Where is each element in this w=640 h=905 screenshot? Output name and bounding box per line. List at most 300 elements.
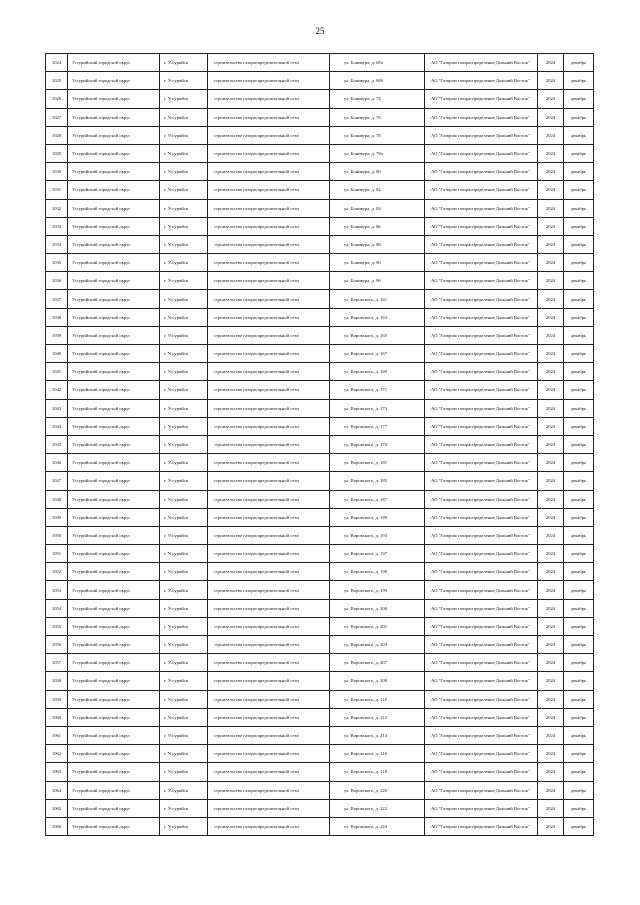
table-row <box>46 545 594 563</box>
table-row <box>46 490 594 508</box>
settlement-cell: г. Уссурийск <box>160 690 208 708</box>
address-cell: ул. Воровского, д. 224 <box>330 817 425 835</box>
row-number-cell: 1033 <box>46 217 68 235</box>
year-cell: 2024 <box>538 217 564 235</box>
month-cell: декабрь <box>564 417 594 435</box>
settlement-cell: г. Уссурийск <box>160 199 208 217</box>
address-cell: ул. Воровского, д. 163 <box>330 308 425 326</box>
organization-cell: АО "Газпром газораспределение Дальний Восток" <box>425 672 538 690</box>
year-cell: 2024 <box>538 290 564 308</box>
settlement-cell: г. Уссурийск <box>160 435 208 453</box>
organization-cell: АО "Газпром газораспределение Дальний Восток" <box>425 508 538 526</box>
work-type-cell: строительство газораспределительной сети <box>208 745 330 763</box>
month-cell: декабрь <box>564 126 594 144</box>
municipality-cell: Уссурийский городской округ <box>68 199 160 217</box>
year-cell: 2024 <box>538 490 564 508</box>
work-type-cell: строительство газораспределительной сети <box>208 272 330 290</box>
row-number-cell: 1060 <box>46 708 68 726</box>
organization-cell: АО "Газпром газораспределение Дальний Восток" <box>425 54 538 72</box>
settlement-cell: г. Уссурийск <box>160 726 208 744</box>
address-cell: ул. Воровского, д. 169 <box>330 363 425 381</box>
municipality-cell: Уссурийский городской округ <box>68 472 160 490</box>
row-number-cell: 1028 <box>46 126 68 144</box>
address-cell: ул. Воровского, д. 185 <box>330 472 425 490</box>
settlement-cell: г. Уссурийск <box>160 472 208 490</box>
organization-cell: АО "Газпром газораспределение Дальний Восток" <box>425 708 538 726</box>
organization-cell: АО "Газпром газораспределение Дальний Восток" <box>425 326 538 344</box>
settlement-cell: г. Уссурийск <box>160 126 208 144</box>
month-cell: декабрь <box>564 726 594 744</box>
month-cell: декабрь <box>564 581 594 599</box>
row-number-cell: 1046 <box>46 454 68 472</box>
address-cell: ул. Бонивура, д. 76 <box>330 108 425 126</box>
table-row <box>46 599 594 617</box>
municipality-cell: Уссурийский городской округ <box>68 326 160 344</box>
work-type-cell: строительство газораспределительной сети <box>208 799 330 817</box>
municipality-cell: Уссурийский городской округ <box>68 690 160 708</box>
municipality-cell: Уссурийский городской округ <box>68 272 160 290</box>
year-cell: 2024 <box>538 144 564 162</box>
year-cell: 2024 <box>538 472 564 490</box>
table-row <box>46 817 594 835</box>
year-cell: 2024 <box>538 745 564 763</box>
municipality-cell: Уссурийский городской округ <box>68 526 160 544</box>
month-cell: декабрь <box>564 108 594 126</box>
month-cell: декабрь <box>564 672 594 690</box>
municipality-cell: Уссурийский городской округ <box>68 163 160 181</box>
table-row <box>46 290 594 308</box>
month-cell: декабрь <box>564 763 594 781</box>
municipality-cell: Уссурийский городской округ <box>68 90 160 108</box>
settlement-cell: г. Уссурийск <box>160 599 208 617</box>
month-cell: декабрь <box>564 799 594 817</box>
address-cell: ул. Бонивура, д. 68б <box>330 72 425 90</box>
table-row <box>46 254 594 272</box>
address-cell: ул. Воровского, д. 187 <box>330 490 425 508</box>
municipality-cell: Уссурийский городской округ <box>68 708 160 726</box>
year-cell: 2024 <box>538 726 564 744</box>
address-cell: ул. Бонивура, д. 78а <box>330 144 425 162</box>
table-row <box>46 636 594 654</box>
row-number-cell: 1034 <box>46 235 68 253</box>
address-cell: ул. Воровского, д. 161 <box>330 290 425 308</box>
row-number-cell: 1039 <box>46 326 68 344</box>
municipality-cell: Уссурийский городской округ <box>68 181 160 199</box>
row-number-cell: 1031 <box>46 181 68 199</box>
table-row <box>46 363 594 381</box>
table-row <box>46 108 594 126</box>
municipality-cell: Уссурийский городской округ <box>68 508 160 526</box>
work-type-cell: строительство газораспределительной сети <box>208 726 330 744</box>
row-number-cell: 1058 <box>46 672 68 690</box>
year-cell: 2024 <box>538 381 564 399</box>
municipality-cell: Уссурийский городской округ <box>68 54 160 72</box>
settlement-cell: г. Уссурийск <box>160 90 208 108</box>
settlement-cell: г. Уссурийск <box>160 308 208 326</box>
month-cell: декабрь <box>564 399 594 417</box>
work-type-cell: строительство газораспределительной сети <box>208 472 330 490</box>
work-type-cell: строительство газораспределительной сети <box>208 654 330 672</box>
municipality-cell: Уссурийский городской округ <box>68 417 160 435</box>
settlement-cell: г. Уссурийск <box>160 108 208 126</box>
table-row <box>46 235 594 253</box>
organization-cell: АО "Газпром газораспределение Дальний Восток" <box>425 490 538 508</box>
month-cell: декабрь <box>564 54 594 72</box>
month-cell: декабрь <box>564 545 594 563</box>
table-row <box>46 581 594 599</box>
organization-cell: АО "Газпром газораспределение Дальний Восток" <box>425 126 538 144</box>
municipality-cell: Уссурийский городской округ <box>68 745 160 763</box>
settlement-cell: г. Уссурийск <box>160 508 208 526</box>
work-type-cell: строительство газораспределительной сети <box>208 254 330 272</box>
row-number-cell: 1050 <box>46 526 68 544</box>
address-cell: ул. Воровского, д. 201 <box>330 617 425 635</box>
municipality-cell: Уссурийский городской округ <box>68 254 160 272</box>
table-row <box>46 508 594 526</box>
settlement-cell: г. Уссурийск <box>160 290 208 308</box>
municipality-cell: Уссурийский городской округ <box>68 435 160 453</box>
work-type-cell: строительство газораспределительной сети <box>208 217 330 235</box>
address-cell: ул. Бонивура, д. 74 <box>330 90 425 108</box>
organization-cell: АО "Газпром газораспределение Дальний Восток" <box>425 690 538 708</box>
row-number-cell: 1065 <box>46 799 68 817</box>
organization-cell: АО "Газпром газораспределение Дальний Восток" <box>425 799 538 817</box>
address-cell: ул. Воровского, д. 207 <box>330 654 425 672</box>
table-row <box>46 708 594 726</box>
work-type-cell: строительство газораспределительной сети <box>208 617 330 635</box>
month-cell: декабрь <box>564 708 594 726</box>
settlement-cell: г. Уссурийск <box>160 708 208 726</box>
municipality-cell: Уссурийский городской округ <box>68 363 160 381</box>
settlement-cell: г. Уссурийск <box>160 563 208 581</box>
address-cell: ул. Бонивура, д. 96 <box>330 272 425 290</box>
year-cell: 2024 <box>538 636 564 654</box>
month-cell: декабрь <box>564 290 594 308</box>
organization-cell: АО "Газпром газораспределение Дальний Восток" <box>425 217 538 235</box>
address-cell: ул. Воровского, д. 214 <box>330 726 425 744</box>
work-type-cell: строительство газораспределительной сети <box>208 363 330 381</box>
settlement-cell: г. Уссурийск <box>160 399 208 417</box>
municipality-cell: Уссурийский городской округ <box>68 217 160 235</box>
address-cell: ул. Воровского, д. 222 <box>330 799 425 817</box>
settlement-cell: г. Уссурийск <box>160 217 208 235</box>
month-cell: декабрь <box>564 435 594 453</box>
year-cell: 2024 <box>538 508 564 526</box>
address-cell: ул. Воровского, д. 218 <box>330 763 425 781</box>
table-row <box>46 763 594 781</box>
month-cell: декабрь <box>564 90 594 108</box>
table-row <box>46 272 594 290</box>
settlement-cell: г. Уссурийск <box>160 617 208 635</box>
table-row <box>46 672 594 690</box>
settlement-cell: г. Уссурийск <box>160 581 208 599</box>
row-number-cell: 1024 <box>46 54 68 72</box>
year-cell: 2024 <box>538 526 564 544</box>
month-cell: декабрь <box>564 454 594 472</box>
month-cell: декабрь <box>564 817 594 835</box>
settlement-cell: г. Уссурийск <box>160 326 208 344</box>
municipality-cell: Уссурийский городской округ <box>68 126 160 144</box>
work-type-cell: строительство газораспределительной сети <box>208 672 330 690</box>
work-type-cell: строительство газораспределительной сети <box>208 54 330 72</box>
month-cell: декабрь <box>564 217 594 235</box>
table-row <box>46 381 594 399</box>
work-type-cell: строительство газораспределительной сети <box>208 126 330 144</box>
month-cell: декабрь <box>564 490 594 508</box>
row-number-cell: 1030 <box>46 163 68 181</box>
year-cell: 2024 <box>538 563 564 581</box>
table-row <box>46 90 594 108</box>
work-type-cell: строительство газораспределительной сети <box>208 199 330 217</box>
row-number-cell: 1063 <box>46 763 68 781</box>
month-cell: декабрь <box>564 272 594 290</box>
settlement-cell: г. Уссурийск <box>160 763 208 781</box>
organization-cell: АО "Газпром газораспределение Дальний Восток" <box>425 108 538 126</box>
municipality-cell: Уссурийский городской округ <box>68 817 160 835</box>
work-type-cell: строительство газораспределительной сети <box>208 163 330 181</box>
work-type-cell: строительство газораспределительной сети <box>208 108 330 126</box>
year-cell: 2024 <box>538 54 564 72</box>
month-cell: декабрь <box>564 636 594 654</box>
table-row <box>46 799 594 817</box>
address-cell: ул. Бонивура, д. 86 <box>330 217 425 235</box>
settlement-cell: г. Уссурийск <box>160 144 208 162</box>
municipality-cell: Уссурийский городской округ <box>68 490 160 508</box>
settlement-cell: г. Уссурийск <box>160 654 208 672</box>
row-number-cell: 1037 <box>46 290 68 308</box>
municipality-cell: Уссурийский городской округ <box>68 781 160 799</box>
work-type-cell: строительство газораспределительной сети <box>208 526 330 544</box>
address-cell: ул. Бонивура, д. 84 <box>330 199 425 217</box>
work-type-cell: строительство газораспределительной сети <box>208 290 330 308</box>
organization-cell: АО "Газпром газораспределение Дальний Восток" <box>425 817 538 835</box>
year-cell: 2024 <box>538 817 564 835</box>
work-type-cell: строительство газораспределительной сети <box>208 326 330 344</box>
address-cell: ул. Воровского, д. 212 <box>330 708 425 726</box>
settlement-cell: г. Уссурийск <box>160 235 208 253</box>
page-number: 25 <box>315 26 325 36</box>
organization-cell: АО "Газпром газораспределение Дальний Восток" <box>425 781 538 799</box>
year-cell: 2024 <box>538 108 564 126</box>
month-cell: декабрь <box>564 781 594 799</box>
address-cell: ул. Воровского, д. 177 <box>330 417 425 435</box>
work-type-cell: строительство газораспределительной сети <box>208 72 330 90</box>
row-number-cell: 1053 <box>46 581 68 599</box>
year-cell: 2024 <box>538 399 564 417</box>
row-number-cell: 1066 <box>46 817 68 835</box>
row-number-cell: 1057 <box>46 654 68 672</box>
address-cell: ул. Воровского, д. 220 <box>330 781 425 799</box>
month-cell: декабрь <box>564 254 594 272</box>
year-cell: 2024 <box>538 345 564 363</box>
table-row <box>46 326 594 344</box>
municipality-cell: Уссурийский городской округ <box>68 399 160 417</box>
year-cell: 2024 <box>538 72 564 90</box>
month-cell: декабрь <box>564 363 594 381</box>
organization-cell: АО "Газпром газораспределение Дальний Восток" <box>425 599 538 617</box>
municipality-cell: Уссурийский городской округ <box>68 763 160 781</box>
row-number-cell: 1062 <box>46 745 68 763</box>
municipality-cell: Уссурийский городской округ <box>68 599 160 617</box>
municipality-cell: Уссурийский городской округ <box>68 672 160 690</box>
table-row <box>46 144 594 162</box>
organization-cell: АО "Газпром газораспределение Дальний Восток" <box>425 726 538 744</box>
address-cell: ул. Воровского, д. 189 <box>330 508 425 526</box>
settlement-cell: г. Уссурийск <box>160 254 208 272</box>
month-cell: декабрь <box>564 508 594 526</box>
row-number-cell: 1026 <box>46 90 68 108</box>
municipality-cell: Уссурийский городской округ <box>68 144 160 162</box>
table-row <box>46 472 594 490</box>
year-cell: 2024 <box>538 181 564 199</box>
work-type-cell: строительство газораспределительной сети <box>208 563 330 581</box>
row-number-cell: 1051 <box>46 545 68 563</box>
month-cell: декабрь <box>564 617 594 635</box>
table-row <box>46 617 594 635</box>
table-row <box>46 745 594 763</box>
year-cell: 2024 <box>538 599 564 617</box>
year-cell: 2024 <box>538 581 564 599</box>
month-cell: декабрь <box>564 326 594 344</box>
municipality-cell: Уссурийский городской округ <box>68 381 160 399</box>
work-type-cell: строительство газораспределительной сети <box>208 144 330 162</box>
address-cell: ул. Воровского, д. 216 <box>330 745 425 763</box>
row-number-cell: 1035 <box>46 254 68 272</box>
year-cell: 2024 <box>538 199 564 217</box>
month-cell: декабрь <box>564 472 594 490</box>
work-type-cell: строительство газораспределительной сети <box>208 690 330 708</box>
row-number-cell: 1038 <box>46 308 68 326</box>
work-type-cell: строительство газораспределительной сети <box>208 345 330 363</box>
row-number-cell: 1064 <box>46 781 68 799</box>
row-number-cell: 1047 <box>46 472 68 490</box>
address-cell: ул. Воровского, д. 197 <box>330 545 425 563</box>
organization-cell: АО "Газпром газораспределение Дальний Восток" <box>425 745 538 763</box>
row-number-cell: 1052 <box>46 563 68 581</box>
municipality-cell: Уссурийский городской округ <box>68 654 160 672</box>
organization-cell: АО "Газпром газораспределение Дальний Восток" <box>425 254 538 272</box>
municipality-cell: Уссурийский городской округ <box>68 726 160 744</box>
organization-cell: АО "Газпром газораспределение Дальний Восток" <box>425 90 538 108</box>
organization-cell: АО "Газпром газораспределение Дальний Восток" <box>425 454 538 472</box>
work-type-cell: строительство газораспределительной сети <box>208 308 330 326</box>
year-cell: 2024 <box>538 363 564 381</box>
address-cell: ул. Бонивура, д. 82 <box>330 181 425 199</box>
work-type-cell: строительство газораспределительной сети <box>208 90 330 108</box>
year-cell: 2024 <box>538 272 564 290</box>
settlement-cell: г. Уссурийск <box>160 636 208 654</box>
month-cell: декабрь <box>564 599 594 617</box>
address-cell: ул. Воровского, д. 173 <box>330 399 425 417</box>
year-cell: 2024 <box>538 308 564 326</box>
work-type-cell: строительство газораспределительной сети <box>208 508 330 526</box>
row-number-cell: 1041 <box>46 363 68 381</box>
municipality-cell: Уссурийский городской округ <box>68 345 160 363</box>
month-cell: декабрь <box>564 72 594 90</box>
work-type-cell: строительство газораспределительной сети <box>208 763 330 781</box>
month-cell: декабрь <box>564 144 594 162</box>
table-row <box>46 126 594 144</box>
row-number-cell: 1049 <box>46 508 68 526</box>
organization-cell: АО "Газпром газораспределение Дальний Восток" <box>425 272 538 290</box>
row-number-cell: 1045 <box>46 435 68 453</box>
organization-cell: АО "Газпром газораспределение Дальний Восток" <box>425 545 538 563</box>
month-cell: декабрь <box>564 745 594 763</box>
municipality-cell: Уссурийский городской округ <box>68 545 160 563</box>
month-cell: декабрь <box>564 526 594 544</box>
year-cell: 2024 <box>538 654 564 672</box>
municipality-cell: Уссурийский городской округ <box>68 454 160 472</box>
settlement-cell: г. Уссурийск <box>160 526 208 544</box>
row-number-cell: 1027 <box>46 108 68 126</box>
work-type-cell: строительство газораспределительной сети <box>208 545 330 563</box>
municipality-cell: Уссурийский городской округ <box>68 290 160 308</box>
row-number-cell: 1040 <box>46 345 68 363</box>
table-row <box>46 435 594 453</box>
organization-cell: АО "Газпром газораспределение Дальний Восток" <box>425 163 538 181</box>
settlement-cell: г. Уссурийск <box>160 799 208 817</box>
address-cell: ул. Воровского, д. 203 <box>330 636 425 654</box>
year-cell: 2024 <box>538 545 564 563</box>
settlement-cell: г. Уссурийск <box>160 781 208 799</box>
year-cell: 2024 <box>538 781 564 799</box>
work-type-cell: строительство газораспределительной сети <box>208 399 330 417</box>
address-cell: ул. Воровского, д. 208 <box>330 672 425 690</box>
settlement-cell: г. Уссурийск <box>160 345 208 363</box>
municipality-cell: Уссурийский городской округ <box>68 617 160 635</box>
organization-cell: АО "Газпром газораспределение Дальний Восток" <box>425 290 538 308</box>
year-cell: 2024 <box>538 799 564 817</box>
municipality-cell: Уссурийский городской округ <box>68 581 160 599</box>
year-cell: 2024 <box>538 708 564 726</box>
row-number-cell: 1048 <box>46 490 68 508</box>
table-row <box>46 399 594 417</box>
gas-network-table <box>45 53 594 836</box>
address-cell: ул. Воровского, д. 179 <box>330 435 425 453</box>
year-cell: 2024 <box>538 326 564 344</box>
month-cell: декабрь <box>564 235 594 253</box>
organization-cell: АО "Газпром газораспределение Дальний Восток" <box>425 763 538 781</box>
settlement-cell: г. Уссурийск <box>160 54 208 72</box>
row-number-cell: 1059 <box>46 690 68 708</box>
work-type-cell: строительство газораспределительной сети <box>208 235 330 253</box>
year-cell: 2024 <box>538 454 564 472</box>
work-type-cell: строительство газораспределительной сети <box>208 381 330 399</box>
table-row <box>46 308 594 326</box>
row-number-cell: 1055 <box>46 617 68 635</box>
work-type-cell: строительство газораспределительной сети <box>208 181 330 199</box>
work-type-cell: строительство газораспределительной сети <box>208 581 330 599</box>
month-cell: декабрь <box>564 181 594 199</box>
table-body <box>46 54 594 836</box>
table-row <box>46 654 594 672</box>
address-cell: ул. Бонивура, д. 80 <box>330 163 425 181</box>
year-cell: 2024 <box>538 763 564 781</box>
month-cell: декабрь <box>564 563 594 581</box>
table-row <box>46 54 594 72</box>
row-number-cell: 1029 <box>46 144 68 162</box>
table-row <box>46 345 594 363</box>
work-type-cell: строительство газораспределительной сети <box>208 454 330 472</box>
address-cell: ул. Воровского, д. 193 <box>330 526 425 544</box>
organization-cell: АО "Газпром газораспределение Дальний Восток" <box>425 654 538 672</box>
year-cell: 2024 <box>538 672 564 690</box>
work-type-cell: строительство газораспределительной сети <box>208 417 330 435</box>
address-cell: ул. Бонивура, д. 68а <box>330 54 425 72</box>
organization-cell: АО "Газпром газораспределение Дальний Восток" <box>425 526 538 544</box>
work-type-cell: строительство газораспределительной сети <box>208 781 330 799</box>
month-cell: декабрь <box>564 163 594 181</box>
